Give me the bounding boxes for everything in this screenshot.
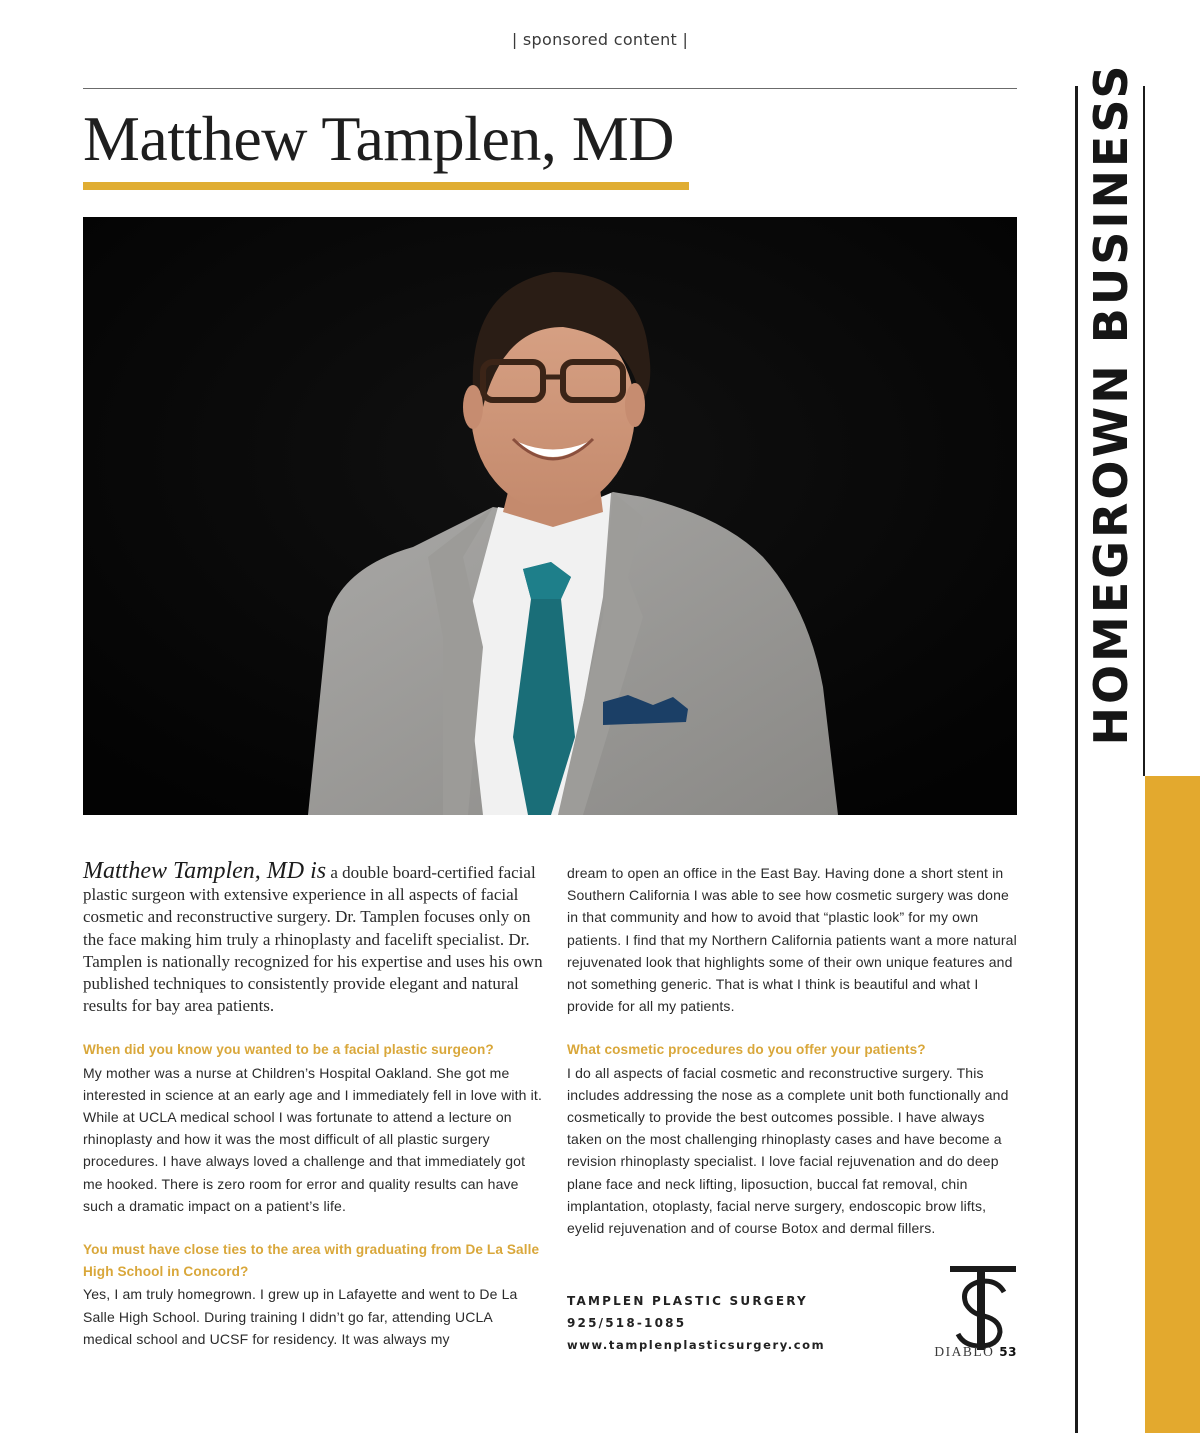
page-number: 53	[999, 1345, 1017, 1359]
magazine-name: DIABLO	[934, 1344, 995, 1359]
ts-monogram-logo	[944, 1264, 1020, 1352]
question-2: You must have close ties to the area with graduating from De La Salle High School in Concord?	[83, 1242, 540, 1280]
portrait-photo	[83, 217, 1017, 815]
answer-2-part-1: Yes, I am truly homegrown. I grew up in Lafayette and went to De La Salle High School. During training I didn’t go far, attending UCLA medical school and UCSF for residency. It was always my	[83, 1286, 518, 1347]
answer-2-part-2: dream to open an office in the East Bay. Having done a short stent in Southern California I was able to see how cosmetic surgery was done in that community and how to avoid that “plastic look” for my own patients. I find that my Northern California patients want a more natural rejuvenated look that highlights some of their own unique features and not something generic. That is what I think is beautiful and what I provide for all my patients.	[567, 865, 1017, 1015]
intro-name: Matthew Tamplen, MD is	[83, 858, 327, 884]
title-underline-bar	[83, 182, 689, 190]
intro-paragraph	[83, 860, 543, 1017]
intro-text: a double board-certified facial plastic surgeon with extensive experience in all aspects of facial cosmetic and reconstructive surgery. Dr. Tamplen focuses only on the face making him truly a rhinoplasty and facelift specialist. Dr. Tamplen is nationally recognized for his expertise and uses his own published techniques to consistently provide elegant and natural results for bay area patients.	[83, 863, 543, 1016]
section-label: HOMEGROWN BUSINESS	[1084, 62, 1138, 746]
article-column-left	[83, 860, 543, 1350]
page-folio	[934, 1344, 1017, 1360]
sponsored-content-label: | sponsored content |	[511, 30, 689, 49]
answer-1: My mother was a nurse at Children’s Hospital Oakland. She got me interested in science at an early age and I immediately fell in love with it. While at UCLA medical school I was fortunate to attend a lecture on rhinoplasty and how it was the most difficult of all plastic surgery procedures. I have always loved a challenge and that immediately got me hooked. There is zero room for error and quality results can have such a dramatic impact on a patient’s life.	[83, 1064, 543, 1214]
article-column-right	[567, 862, 1017, 1239]
question-3: What cosmetic procedures do you offer your patients?	[567, 1042, 926, 1058]
business-name: TAMPLEN PLASTIC SURGERY	[567, 1294, 808, 1308]
page-title: Matthew Tamplen, MD	[83, 103, 674, 174]
answer-3: I do all aspects of facial cosmetic and reconstructive surgery. This includes addressing the nose as a complete unit both functionally and cosmetically to provide the best outcomes possible. I have always taken on the most challenging rhinoplasty cases and have become a revision rhinoplasty specialist. I love facial rejuvenation and do deep plane face and neck lifting, liposuction, buccal fat removal, chin implantation, otoplasty, facial nerve surgery, endoscopic brow lifts, eyelid rejuvenation and of course Botox and dermal fillers.	[567, 1064, 1009, 1237]
sidebar-rule-inner	[1143, 86, 1145, 776]
contact-block	[567, 1290, 825, 1356]
top-divider	[83, 88, 1017, 89]
phone-number: 925/518-1085	[567, 1316, 687, 1330]
question-1: When did you know you wanted to be a facial plastic surgeon?	[83, 1042, 494, 1058]
website-link[interactable]: www.tamplenplasticsurgery.com	[567, 1338, 826, 1352]
sidebar-gold-block	[1145, 776, 1200, 1433]
sidebar-rule	[1075, 86, 1078, 1433]
